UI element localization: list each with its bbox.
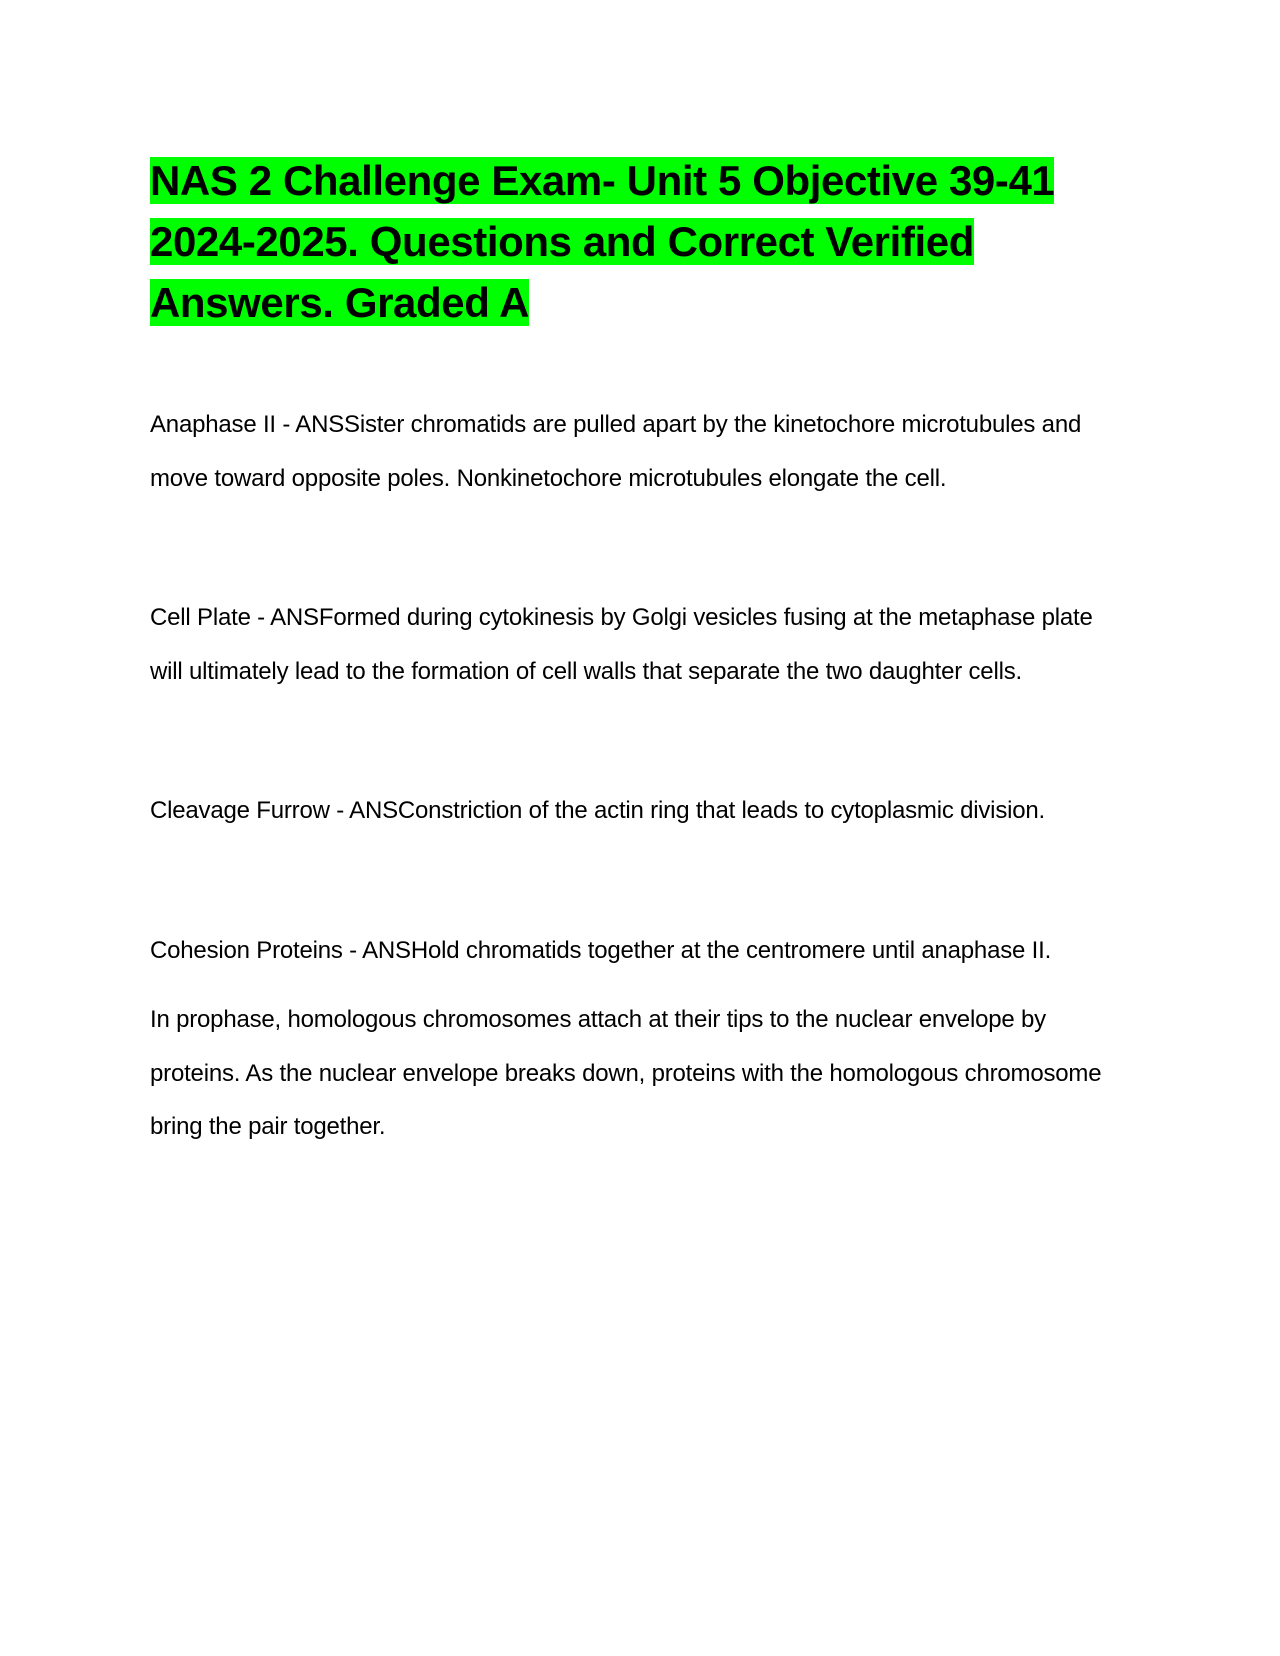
entry-cohesion-proteins: Cohesion Proteins - ANSHold chromatids together at the centromere until anaphase II. xyxy=(150,936,1052,964)
title-highlight: NAS 2 Challenge Exam- Unit 5 Objective 39-41 2024-2025. Questions and Correct Verified Answers. Graded A xyxy=(150,157,1055,326)
entry-cell-plate: Cell Plate - ANSFormed during cytokinesis by Golgi vesicles fusing at the metaphase plate will ultimately lead to the formation of cell walls that separate the two daughter cells. xyxy=(150,604,1093,685)
document-page xyxy=(150,150,1110,1154)
document-title xyxy=(150,150,1110,333)
note-prophase: In prophase, homologous chromosomes attach at their tips to the nuclear envelope by proteins. As the nuclear envelope breaks down, proteins with the homologous chromosome bring the pair together. xyxy=(150,1006,1102,1140)
entry-cleavage-furrow: Cleavage Furrow - ANSConstriction of the actin ring that leads to cytoplasmic division. xyxy=(150,797,1046,824)
entry-anaphase-ii: Anaphase II - ANSSister chromatids are pulled apart by the kinetochore microtubules and move toward opposite poles. Nonkinetochore microtubules elongate the cell. xyxy=(150,411,1082,492)
